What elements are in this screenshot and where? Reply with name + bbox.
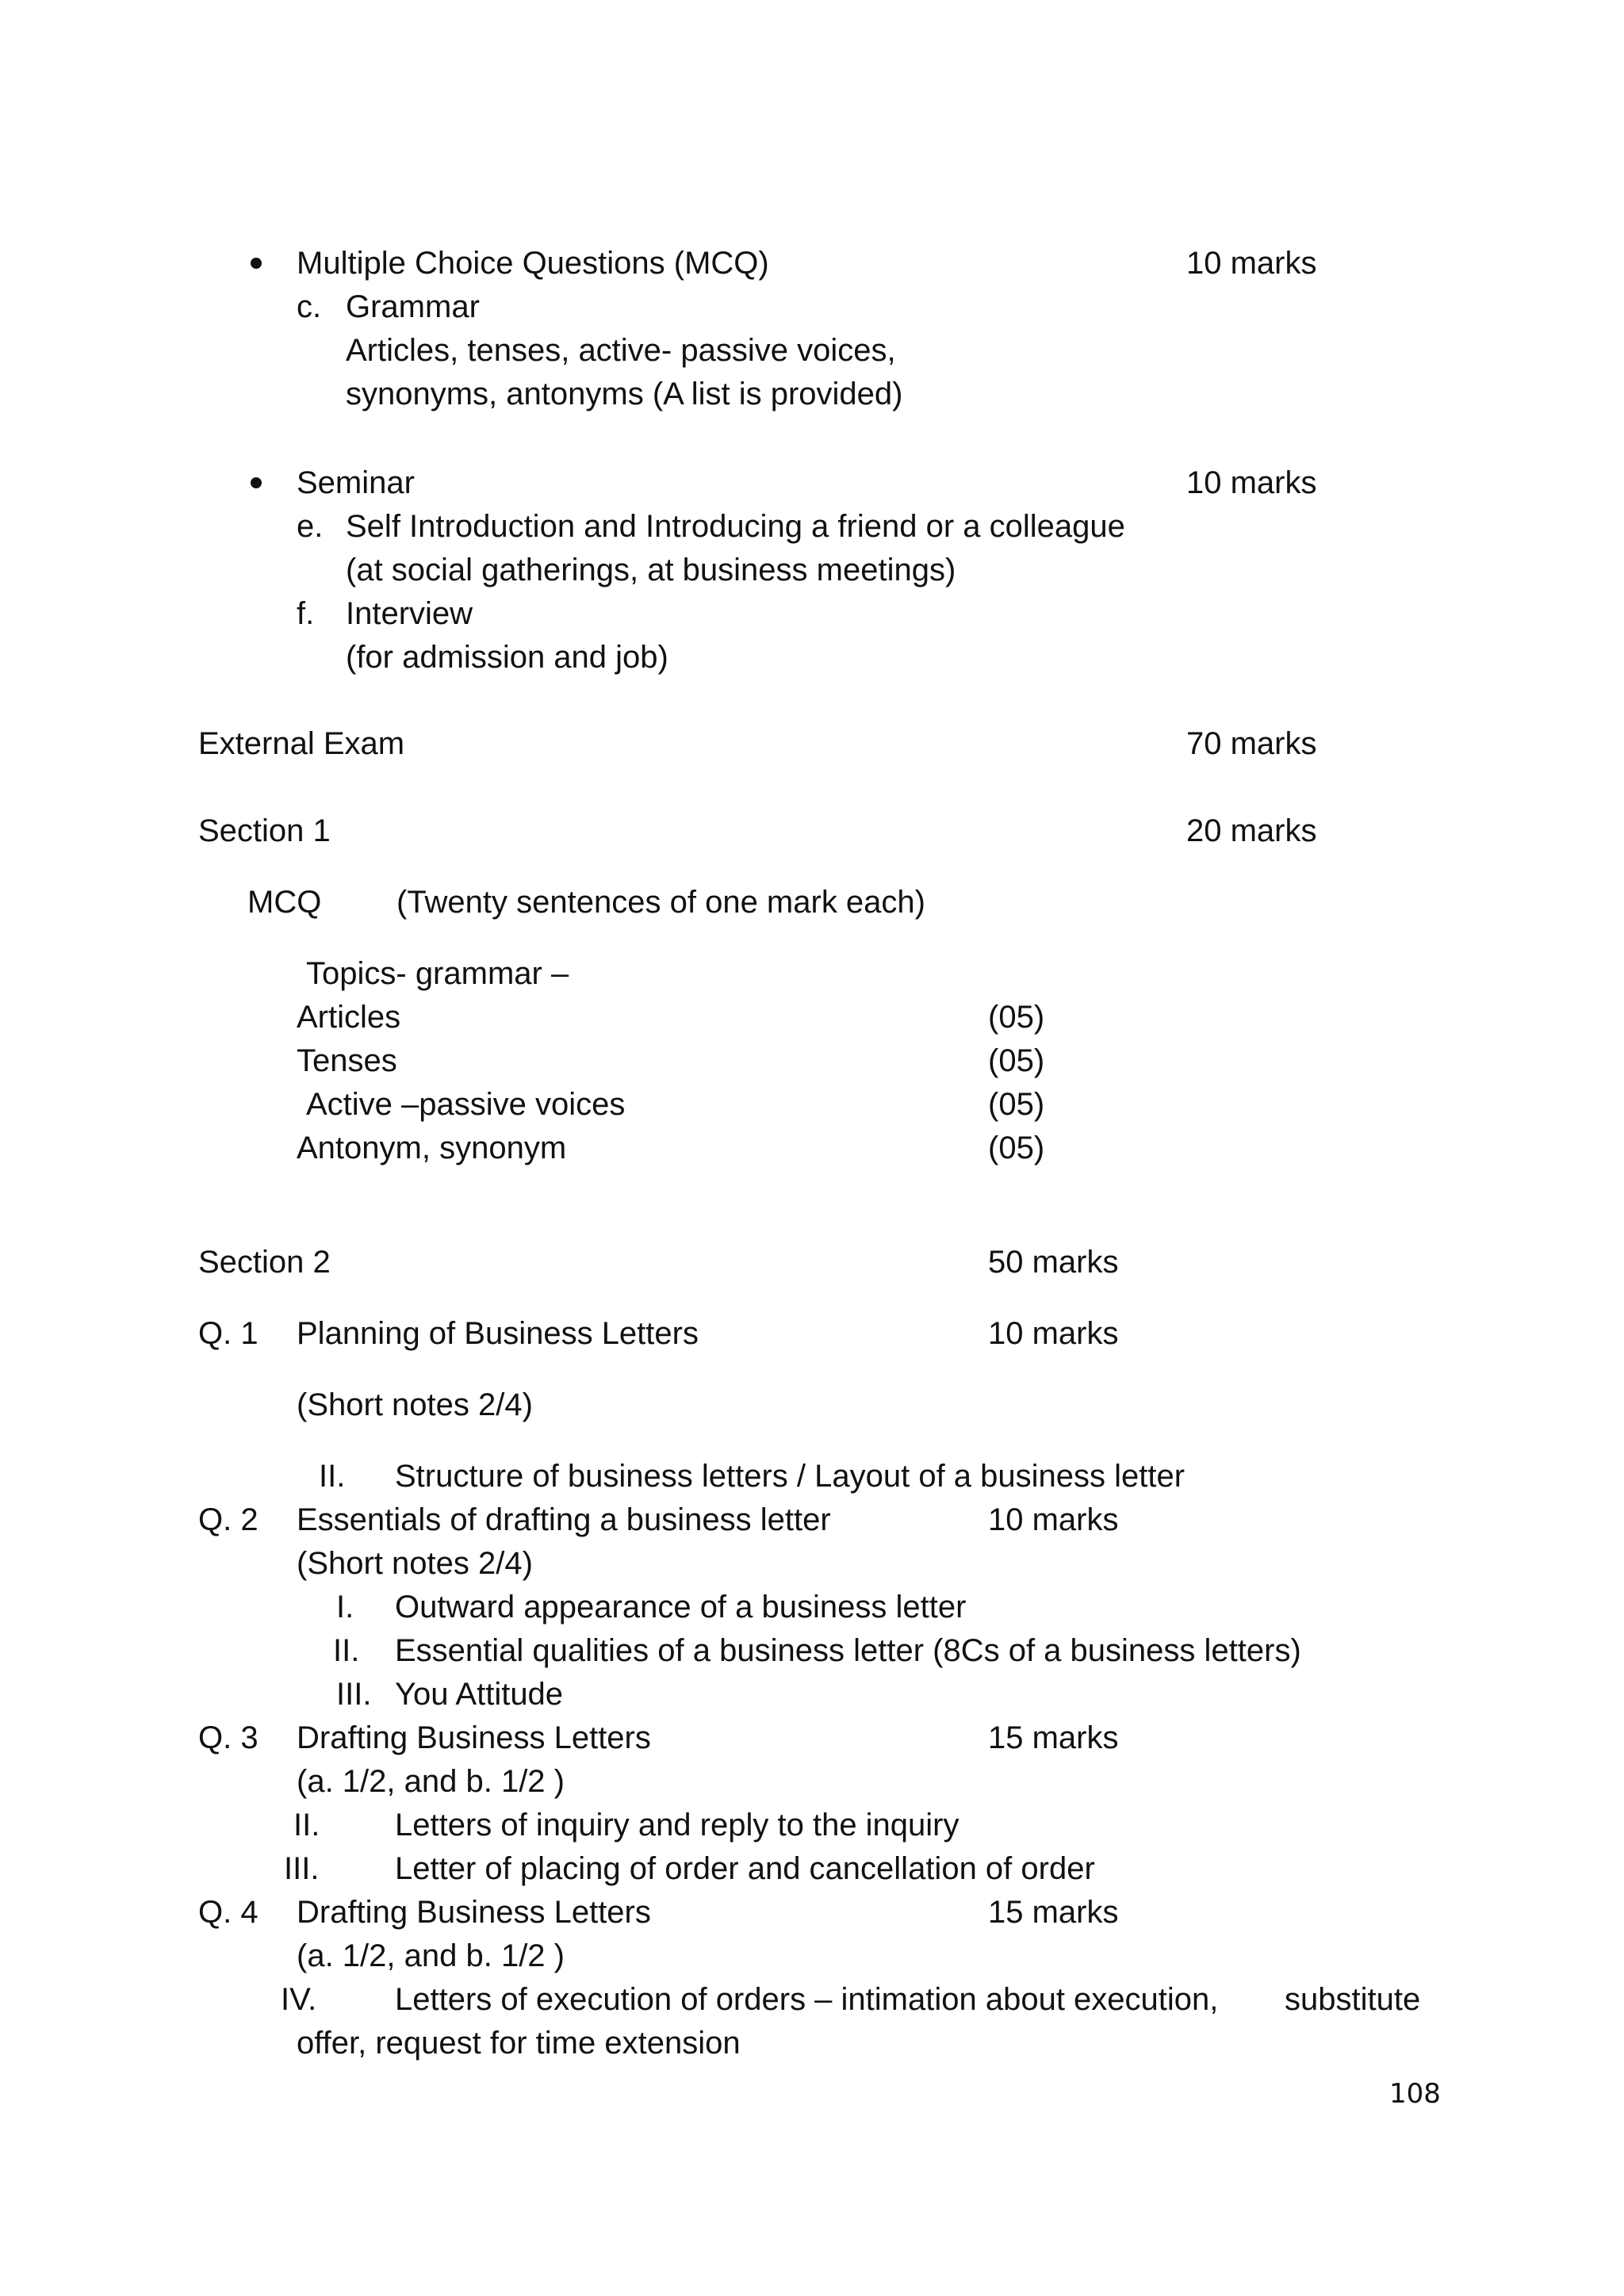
q3-item-text: Letters of inquiry and reply to the inquiry: [395, 1808, 959, 1843]
q1-number: Q. 1: [198, 1316, 259, 1351]
section2-title: Section 2: [198, 1245, 331, 1280]
q4-item-roman: IV.: [281, 1982, 317, 2017]
q2-item-roman: II.: [333, 1633, 360, 1668]
q2-number: Q. 2: [198, 1502, 259, 1537]
seminar-item-e-marker: e.: [297, 509, 324, 544]
section2-marks: 50 marks: [988, 1245, 1119, 1280]
page-number: 108: [1389, 2078, 1441, 2110]
seminar-item-f-detail: (for admission and job): [346, 640, 668, 675]
external-exam-marks: 70 marks: [1186, 726, 1317, 761]
q4-number: Q. 4: [198, 1895, 259, 1930]
section1-mcq-desc: (Twenty sentences of one mark each): [396, 885, 925, 920]
topic-count: (05): [988, 1000, 1045, 1035]
q3-marks: 15 marks: [988, 1720, 1119, 1755]
seminar-item-f-label: Interview: [346, 596, 473, 631]
q3-number: Q. 3: [198, 1720, 259, 1755]
topic-count: (05): [988, 1131, 1045, 1165]
q3-title: Drafting Business Letters: [297, 1720, 651, 1755]
q2-item-roman: III.: [336, 1677, 372, 1712]
mcq-item-c-marker: c.: [297, 289, 322, 324]
seminar-marks: 10 marks: [1186, 465, 1317, 500]
q4-item-text: Letters of execution of orders – intimation about execution,: [395, 1982, 1219, 2017]
q2-title: Essentials of drafting a business letter: [297, 1502, 831, 1537]
bullet-seminar: [251, 477, 262, 488]
q2-item-text: You Attitude: [395, 1677, 564, 1712]
topic-name: Active –passive voices: [306, 1087, 626, 1122]
section1-mcq-label: MCQ: [247, 885, 322, 920]
q3-item-roman: II.: [293, 1808, 320, 1843]
mcq-item-c-line1: Articles, tenses, active- passive voices,: [346, 333, 896, 368]
mcq-title: Multiple Choice Questions (MCQ): [297, 246, 769, 281]
seminar-title: Seminar: [297, 465, 415, 500]
q1-item-text: Structure of business letters / Layout of a business letter: [395, 1459, 1185, 1494]
q3-note: (a. 1/2, and b. 1/2 ): [297, 1764, 565, 1799]
mcq-marks: 10 marks: [1186, 246, 1317, 281]
q1-item-roman: II.: [319, 1459, 346, 1494]
topic-name: Tenses: [297, 1043, 397, 1078]
mcq-item-c-label: Grammar: [346, 289, 480, 324]
seminar-item-e-detail: (at social gatherings, at business meetings): [346, 553, 956, 587]
topic-count: (05): [988, 1043, 1045, 1078]
seminar-item-f-marker: f.: [297, 596, 315, 631]
section1-title: Section 1: [198, 813, 331, 848]
topic-count: (05): [988, 1087, 1045, 1122]
q3-item-text: Letter of placing of order and cancellation of order: [395, 1851, 1095, 1886]
section1-marks: 20 marks: [1186, 813, 1317, 848]
q4-item-continuation: offer, request for time extension: [297, 2026, 741, 2061]
seminar-item-e-label: Self Introduction and Introducing a friend or a colleague: [346, 509, 1125, 544]
q2-note: (Short notes 2/4): [297, 1546, 533, 1581]
q2-marks: 10 marks: [988, 1502, 1119, 1537]
q4-title: Drafting Business Letters: [297, 1895, 651, 1930]
q2-item-text: Essential qualities of a business letter (8Cs of a business letters): [395, 1633, 1301, 1668]
q3-item-roman: III.: [284, 1851, 320, 1886]
q4-note: (a. 1/2, and b. 1/2 ): [297, 1938, 565, 1973]
q1-marks: 10 marks: [988, 1316, 1119, 1351]
q1-title: Planning of Business Letters: [297, 1316, 699, 1351]
q4-marks: 15 marks: [988, 1895, 1119, 1930]
bullet-mcq: [251, 258, 262, 269]
topic-name: Articles: [297, 1000, 401, 1035]
q4-item-text-tail: substitute: [1285, 1982, 1421, 2017]
q2-item-roman: I.: [336, 1590, 354, 1624]
topic-name: Antonym, synonym: [297, 1131, 567, 1165]
q2-item-text: Outward appearance of a business letter: [395, 1590, 967, 1624]
external-exam-title: External Exam: [198, 726, 405, 761]
section1-topics-heading: Topics- grammar –: [306, 956, 569, 991]
q1-note: (Short notes 2/4): [297, 1387, 533, 1422]
mcq-item-c-line2: synonyms, antonyms (A list is provided): [346, 377, 903, 411]
